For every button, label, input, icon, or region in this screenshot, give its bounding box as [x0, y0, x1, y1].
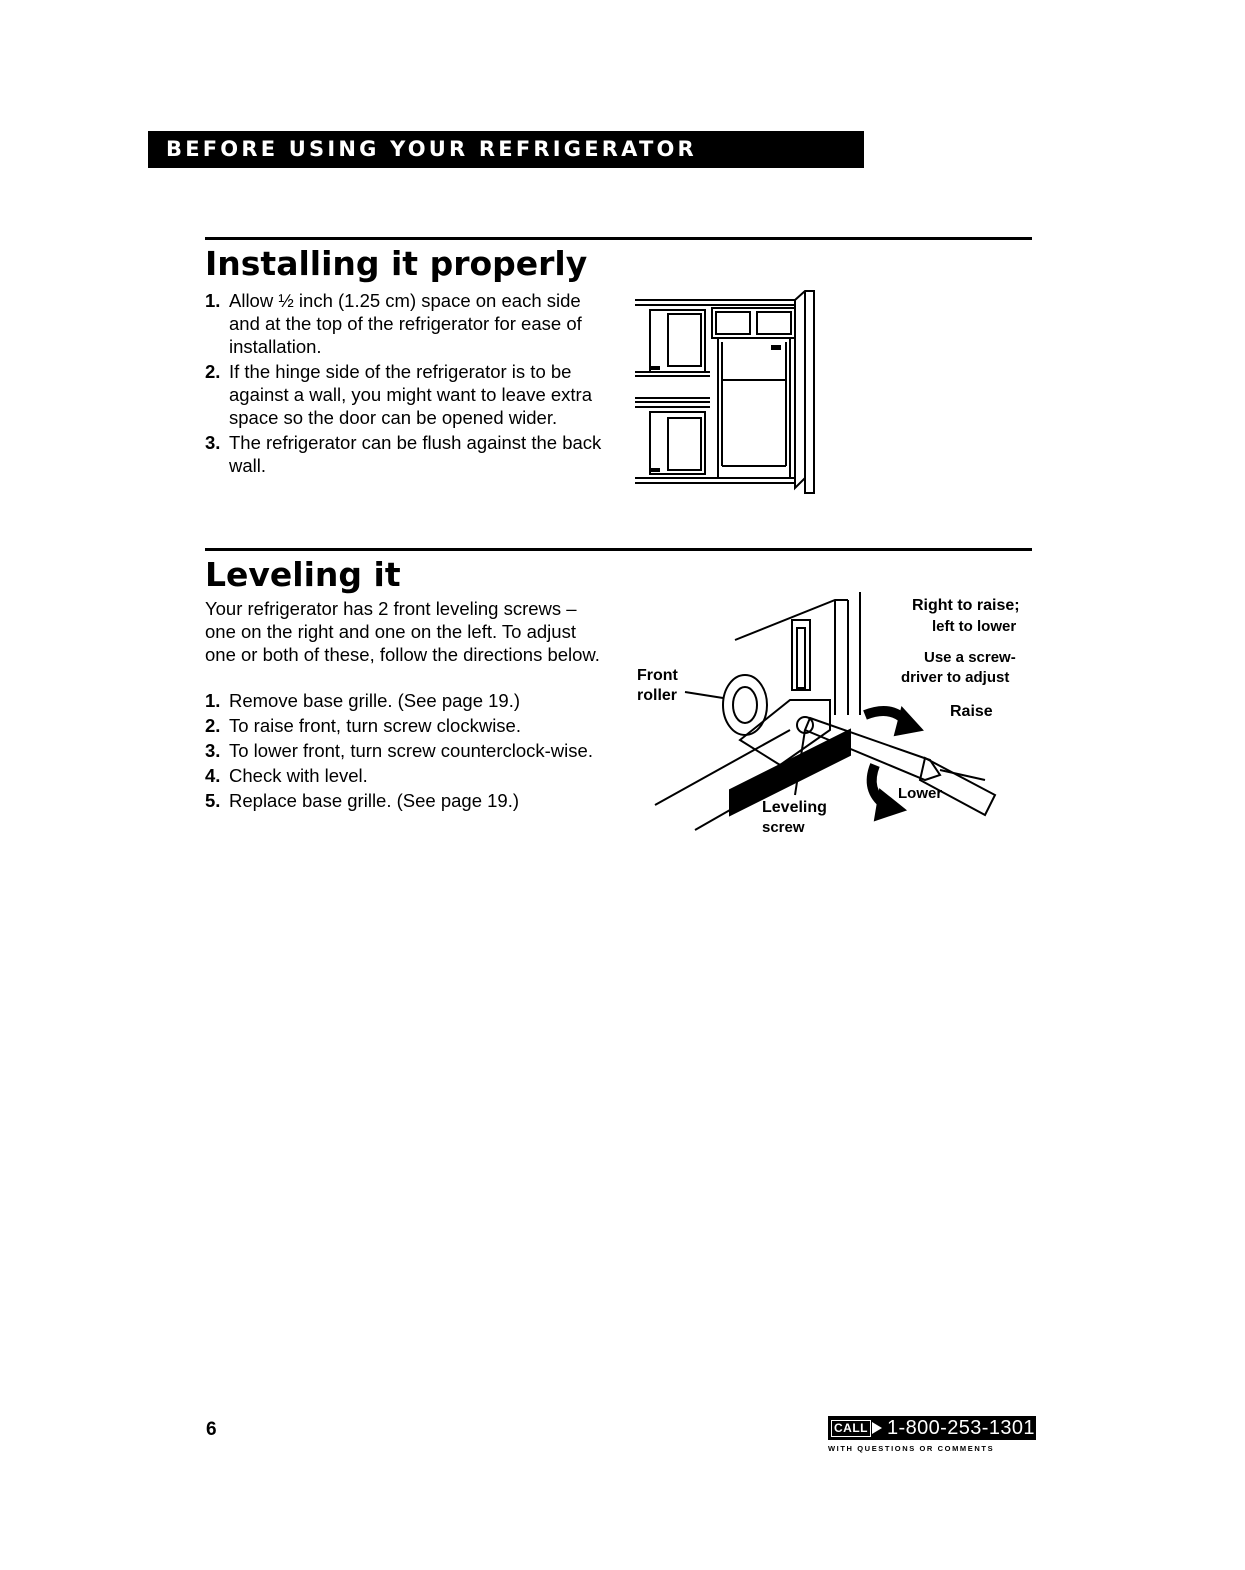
step-text: Check with level. — [229, 765, 368, 786]
page-number: 6 — [206, 1419, 217, 1440]
step-number: 2. — [205, 715, 221, 736]
leveling-title: Leveling it — [205, 555, 401, 594]
step-number: 5. — [205, 790, 221, 811]
step-text: Allow ½ inch (1.25 cm) space on each side and at the top of the refrigerator for ease of installation. — [229, 290, 582, 357]
step-text: Remove base grille. (See page 19.) — [229, 690, 521, 711]
phone-number: 1-800-253-1301 — [887, 1417, 1035, 1439]
call-note: WITH QUESTIONS OR COMMENTS — [828, 1444, 995, 1453]
leveling-step-2 — [205, 714, 605, 737]
step-number: 4. — [205, 765, 221, 786]
leveling-step-1 — [205, 689, 605, 712]
label-use-screwdriver-1: Use a screw- — [924, 649, 1016, 666]
label-screw: screw — [762, 819, 805, 836]
step-text: The refrigerator can be flush against the back wall. — [229, 432, 602, 476]
step-number: 2. — [205, 361, 221, 382]
call-arrow-icon — [872, 1422, 882, 1434]
install-step-1 — [205, 289, 605, 358]
install-rule — [205, 237, 1032, 240]
label-use-screwdriver-2: driver to adjust — [901, 669, 1010, 686]
label-right-to-raise: Right to raise; — [912, 597, 1020, 614]
leveling-intro: Your refrigerator has 2 front leveling screws – one on the right and one on the left. To adjust one or both of these, follow the directions below. — [205, 598, 600, 665]
call-badge: CALL — [831, 1420, 871, 1437]
label-front: Front — [637, 667, 678, 684]
leveling-step-5 — [205, 789, 605, 812]
leveling-step-3 — [205, 739, 605, 762]
label-roller: roller — [637, 687, 678, 704]
label-lower: Lower — [898, 785, 943, 802]
label-left-to-lower: left to lower — [932, 618, 1017, 635]
section-header-bar — [148, 131, 864, 168]
install-title: Installing it properly — [205, 244, 588, 283]
refrigerator-installation-illustration — [630, 288, 820, 496]
leveling-step-4 — [205, 764, 605, 787]
leveling-rule — [205, 548, 1032, 551]
install-step-2 — [205, 360, 605, 429]
step-text: If the hinge side of the refrigerator is to be against a wall, you might want to leave extra space so the door can be opened wider. — [229, 361, 592, 428]
step-text: To lower front, turn screw counterclock-wise. — [229, 740, 593, 761]
call-phone-box — [828, 1416, 1036, 1440]
step-number: 1. — [205, 690, 221, 711]
leveling-steps — [205, 689, 605, 814]
label-leveling: Leveling — [762, 799, 827, 816]
install-step-3 — [205, 431, 605, 477]
section-header-title: BEFORE USING YOUR REFRIGERATOR — [166, 137, 697, 161]
step-number: 1. — [205, 290, 221, 311]
install-steps — [205, 289, 605, 479]
step-number: 3. — [205, 740, 221, 761]
label-raise: Raise — [950, 703, 993, 720]
step-text: To raise front, turn screw clockwise. — [229, 715, 521, 736]
step-text: Replace base grille. (See page 19.) — [229, 790, 520, 811]
step-number: 3. — [205, 432, 221, 453]
